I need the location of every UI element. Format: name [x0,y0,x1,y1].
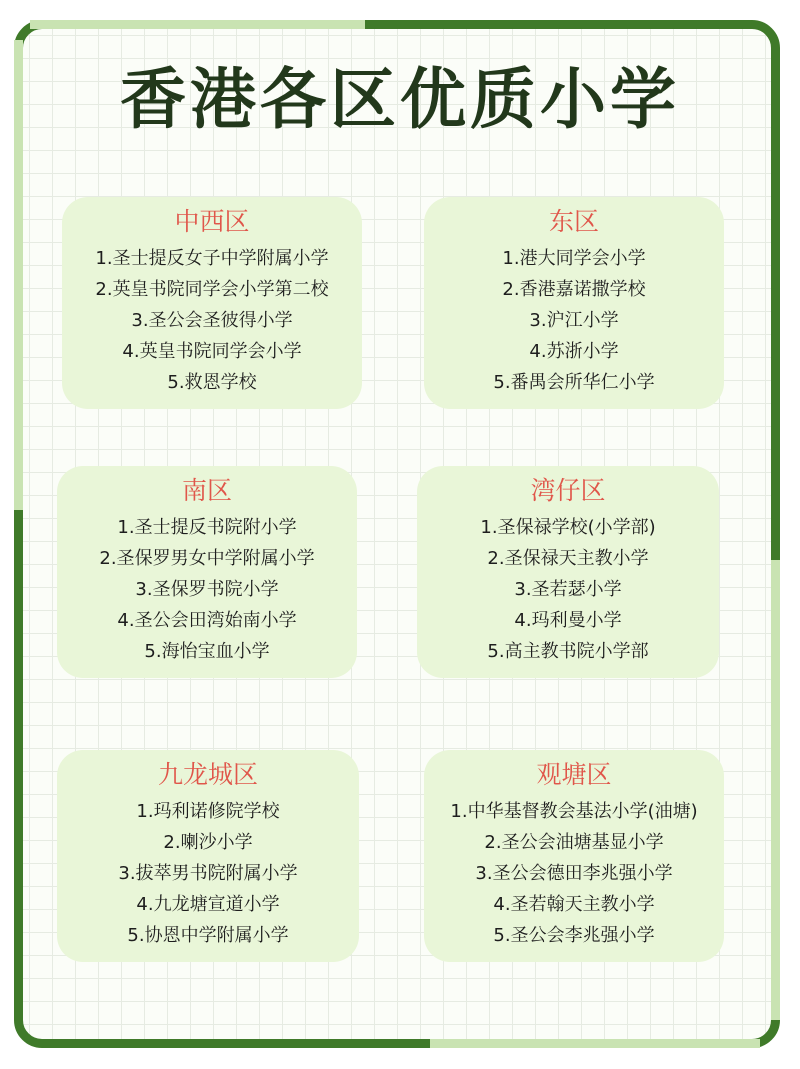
school-item: 3.圣若瑟小学 [514,579,622,600]
school-item: 5.救恩学校 [167,372,257,393]
school-item: 5.高主教书院小学部 [487,641,649,662]
school-item: 4.九龙塘宣道小学 [136,894,280,915]
school-item: 3.圣公会圣彼得小学 [131,310,293,331]
school-item: 1.圣士提反女子中学附属小学 [95,248,329,269]
school-item: 3.圣公会德田李兆强小学 [475,863,673,884]
school-item: 4.圣若翰天主教小学 [493,894,655,915]
school-item: 4.英皇书院同学会小学 [122,341,302,362]
district-title: 九龙城区 [157,760,258,789]
school-item: 3.圣保罗书院小学 [135,579,279,600]
school-item: 2.香港嘉诺撒学校 [502,279,646,300]
school-item: 1.港大同学会小学 [502,248,646,269]
district-title: 南区 [181,476,232,505]
school-list [424,243,724,398]
district-title: 东区 [548,207,599,236]
frame-accent-right [771,560,780,1020]
district-card-central-western [62,197,362,409]
school-item: 2.圣保罗男女中学附属小学 [99,548,315,569]
school-item: 5.协恩中学附属小学 [127,925,289,946]
district-title: 中西区 [174,207,250,236]
school-item: 1.玛利诺修院学校 [136,801,280,822]
district-card-wan-chai [417,466,719,678]
school-item: 1.圣士提反书院附小学 [117,517,297,538]
school-item: 4.玛利曼小学 [514,610,622,631]
district-card-southern [57,466,357,678]
frame-accent-top [30,20,365,29]
district-title: 湾仔区 [530,476,606,505]
school-item: 4.苏浙小学 [529,341,619,362]
school-list [57,512,357,667]
district-card-eastern [424,197,724,409]
school-item: 2.英皇书院同学会小学第二校 [95,279,329,300]
frame-accent-bottom [430,1039,760,1048]
school-item: 3.拔萃男书院附属小学 [118,863,298,884]
page-title: 香港各区优质小学 [120,61,680,138]
district-card-kwun-tong [424,750,724,962]
school-item: 2.圣公会油塘基显小学 [484,832,664,853]
school-list [62,243,362,398]
school-item: 3.沪江小学 [529,310,619,331]
district-title: 观塘区 [536,760,612,789]
school-item: 5.海怡宝血小学 [144,641,270,662]
school-item: 4.圣公会田湾始南小学 [117,610,297,631]
school-item: 1.圣保禄学校(小学部) [480,517,656,538]
school-item: 2.圣保禄天主教小学 [487,548,649,569]
school-item: 5.圣公会李兆强小学 [493,925,655,946]
school-list [424,796,724,951]
school-list [417,512,719,667]
school-item: 5.番禺会所华仁小学 [493,372,655,393]
district-card-kowloon-city [57,750,359,962]
school-item: 1.中华基督教会基法小学(油塘) [450,801,698,822]
school-list [57,796,359,951]
school-item: 2.喇沙小学 [163,832,253,853]
